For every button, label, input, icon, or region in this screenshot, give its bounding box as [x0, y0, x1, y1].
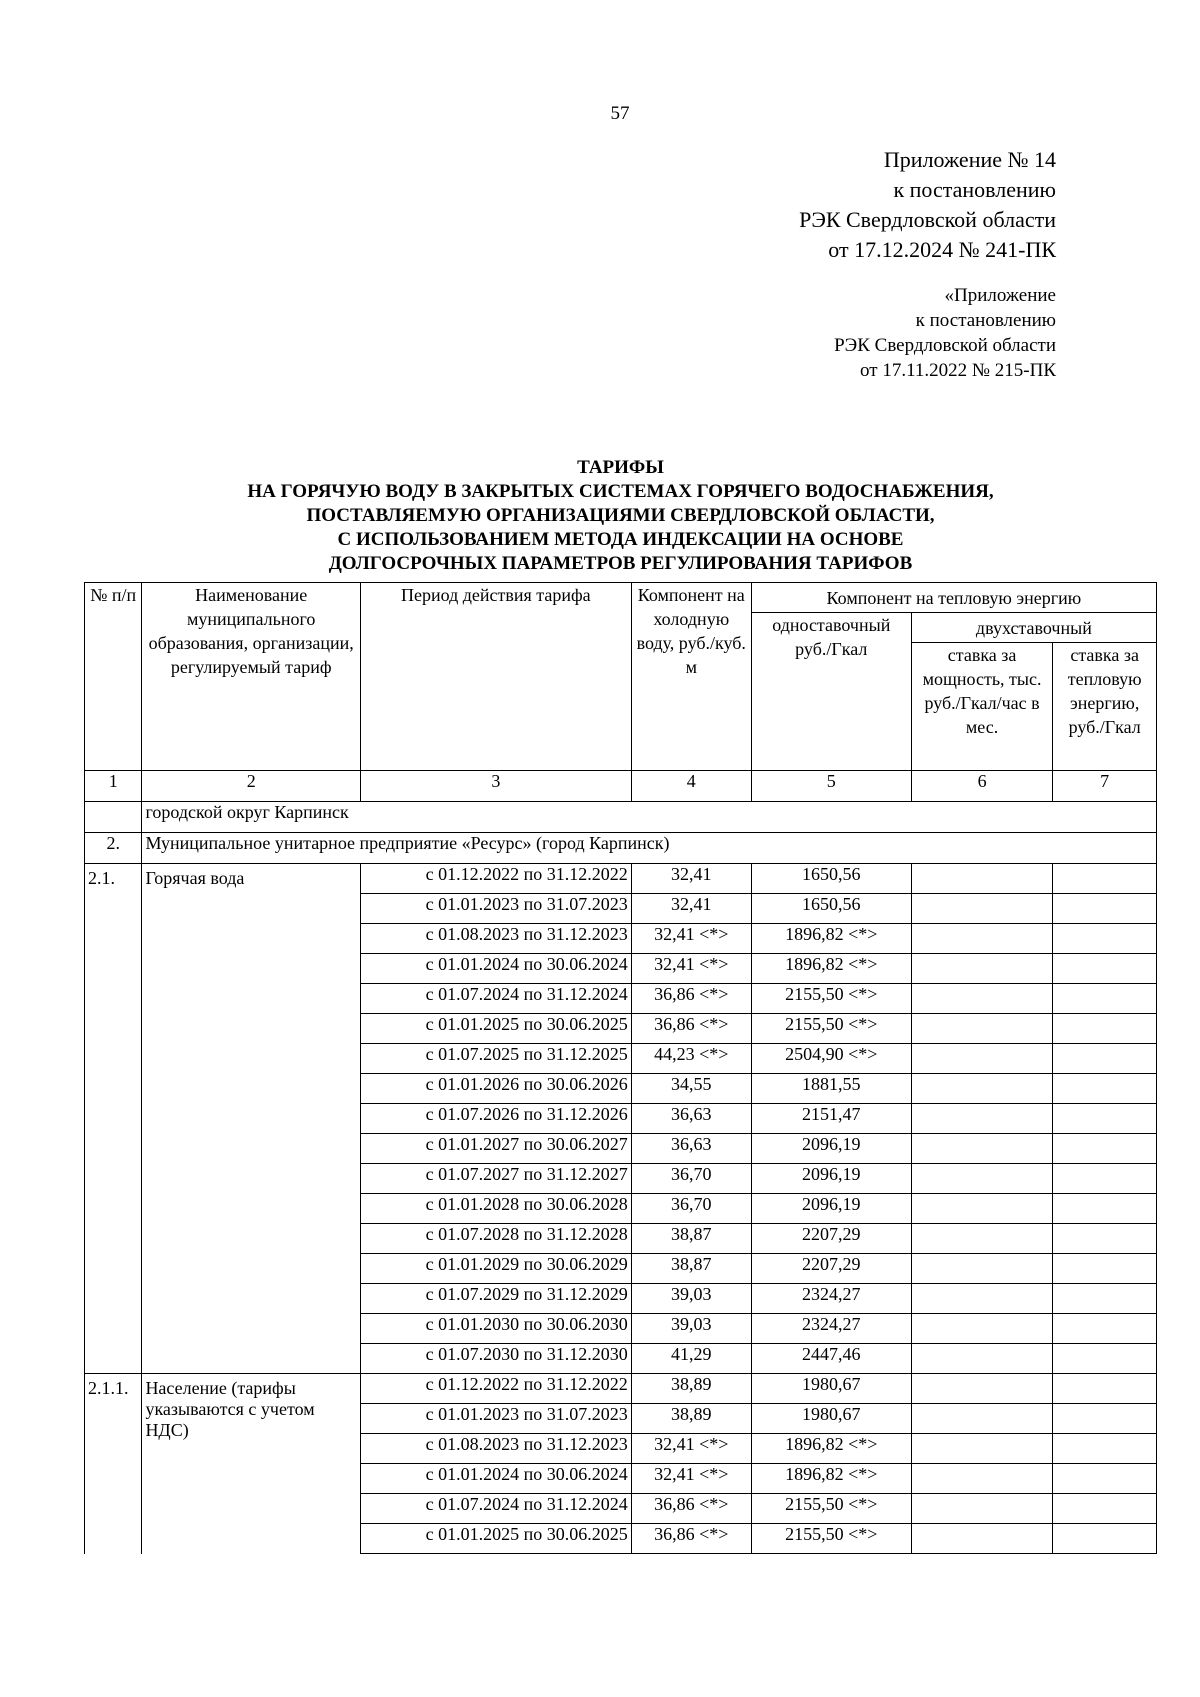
power-rate-value [911, 1074, 1053, 1104]
energy-rate-value [1053, 1194, 1157, 1224]
header-row [85, 583, 1157, 613]
energy-rate-value [1053, 1494, 1157, 1524]
appendix-old-line: к постановлению [915, 310, 1056, 331]
cold-water-component: 36,63 [631, 1134, 751, 1164]
column-number: 6 [911, 771, 1053, 802]
header-cold-water: Компонент на холодную воду, руб./куб. м [631, 583, 751, 771]
header-single-rate: одноставочный руб./Гкал [751, 613, 911, 771]
appendix-old-line: РЭК Свердловской области [834, 335, 1056, 356]
tariff-period: с 01.08.2023 по 31.12.2023 [360, 924, 631, 954]
column-number: 3 [360, 771, 631, 802]
single-rate-value: 1980,67 [751, 1374, 911, 1404]
appendix-old-line: от 17.11.2022 № 215-ПК [860, 360, 1056, 381]
tariff-period: с 01.07.2028 по 31.12.2028 [360, 1224, 631, 1254]
single-rate-value: 1896,82 <*> [751, 924, 911, 954]
energy-rate-value [1053, 984, 1157, 1014]
single-rate-value: 2324,27 [751, 1284, 911, 1314]
cold-water-component: 36,86 <*> [631, 984, 751, 1014]
energy-rate-value [1053, 1104, 1157, 1134]
column-number-row [85, 771, 1157, 802]
power-rate-value [911, 1404, 1053, 1434]
single-rate-value: 1650,56 [751, 864, 911, 894]
single-rate-value: 2155,50 <*> [751, 1014, 911, 1044]
cold-water-component: 32,41 <*> [631, 1464, 751, 1494]
tariff-period: с 01.01.2023 по 31.07.2023 [360, 1404, 631, 1434]
single-rate-value: 2155,50 <*> [751, 1524, 911, 1554]
tariff-period: с 01.07.2025 по 31.12.2025 [360, 1044, 631, 1074]
column-number: 5 [751, 771, 911, 802]
original-appendix-reference [834, 283, 1056, 383]
header-name: Наименование муниципального образования, организации, регулируемый тариф [142, 583, 361, 771]
appendix-line: Приложение № 14 [883, 147, 1056, 172]
title-line: НА ГОРЯЧУЮ ВОДУ В ЗАКРЫТЫХ СИСТЕМАХ ГОРЯЧЕГО ВОДОСНАБЖЕНИЯ, [247, 481, 994, 502]
energy-rate-value [1053, 1434, 1157, 1464]
column-number: 7 [1053, 771, 1157, 802]
cold-water-component: 32,41 [631, 894, 751, 924]
power-rate-value [911, 1314, 1053, 1344]
tariff-period: с 01.01.2026 по 30.06.2026 [360, 1074, 631, 1104]
single-rate-value: 1650,56 [751, 894, 911, 924]
single-rate-value: 2207,29 [751, 1254, 911, 1284]
tariff-period: с 01.07.2027 по 31.12.2027 [360, 1164, 631, 1194]
power-rate-value [911, 894, 1053, 924]
single-rate-value: 2324,27 [751, 1314, 911, 1344]
appendix-old-line: «Приложение [944, 285, 1056, 306]
energy-rate-value [1053, 864, 1157, 894]
header-num: № п/п [85, 583, 142, 771]
cold-water-component: 32,41 [631, 864, 751, 894]
cold-water-component: 32,41 <*> [631, 1434, 751, 1464]
single-rate-value: 2151,47 [751, 1104, 911, 1134]
energy-rate-value [1053, 1074, 1157, 1104]
energy-rate-value [1053, 1344, 1157, 1374]
power-rate-value [911, 1464, 1053, 1494]
municipality-num [85, 802, 142, 833]
tariff-period: с 01.07.2026 по 31.12.2026 [360, 1104, 631, 1134]
power-rate-value [911, 1374, 1053, 1404]
header-period: Период действия тарифа [360, 583, 631, 771]
power-rate-value [911, 1344, 1053, 1374]
group-name: Горячая вода [142, 864, 361, 1374]
municipality-name: городской округ Карпинск [142, 802, 1157, 833]
power-rate-value [911, 1494, 1053, 1524]
power-rate-value [911, 864, 1053, 894]
group-name: Население (тарифы указываются с учетом НДС) [142, 1374, 361, 1554]
energy-rate-value [1053, 1374, 1157, 1404]
tariff-period: с 01.01.2030 по 30.06.2030 [360, 1314, 631, 1344]
cold-water-component: 38,89 [631, 1404, 751, 1434]
single-rate-value: 1896,82 <*> [751, 1434, 911, 1464]
cold-water-component: 41,29 [631, 1344, 751, 1374]
tariff-row [85, 1374, 1157, 1404]
power-rate-value [911, 954, 1053, 984]
tariff-period: с 01.01.2028 по 30.06.2028 [360, 1194, 631, 1224]
appendix-reference [799, 145, 1056, 265]
tariff-period: с 01.07.2029 по 31.12.2029 [360, 1284, 631, 1314]
single-rate-value: 2155,50 <*> [751, 1494, 911, 1524]
group-num: 2.1.1. [85, 1374, 142, 1554]
tariff-period: с 01.07.2024 по 31.12.2024 [360, 984, 631, 1014]
cold-water-component: 36,70 [631, 1164, 751, 1194]
energy-rate-value [1053, 1224, 1157, 1254]
power-rate-value [911, 1254, 1053, 1284]
title-line: С ИСПОЛЬЗОВАНИЕМ МЕТОДА ИНДЕКСАЦИИ НА ОСНОВЕ [337, 529, 904, 550]
organization-num: 2. [85, 833, 142, 864]
appendix-line: от 17.12.2024 № 241-ПК [828, 237, 1056, 262]
cold-water-component: 38,87 [631, 1224, 751, 1254]
energy-rate-value [1053, 1464, 1157, 1494]
organization-row [85, 833, 1157, 864]
cold-water-component: 38,87 [631, 1254, 751, 1284]
energy-rate-value [1053, 1134, 1157, 1164]
power-rate-value [911, 1044, 1053, 1074]
energy-rate-value [1053, 894, 1157, 924]
cold-water-component: 36,63 [631, 1104, 751, 1134]
document-title [84, 456, 1157, 576]
energy-rate-value [1053, 954, 1157, 984]
energy-rate-value [1053, 1524, 1157, 1554]
single-rate-value: 2207,29 [751, 1224, 911, 1254]
energy-rate-value [1053, 1314, 1157, 1344]
energy-rate-value [1053, 1014, 1157, 1044]
appendix-line: РЭК Свердловской области [799, 207, 1056, 232]
single-rate-value: 2447,46 [751, 1344, 911, 1374]
single-rate-value: 2504,90 <*> [751, 1044, 911, 1074]
single-rate-value: 2096,19 [751, 1194, 911, 1224]
energy-rate-value [1053, 924, 1157, 954]
tariff-period: с 01.01.2023 по 31.07.2023 [360, 894, 631, 924]
column-number: 1 [85, 771, 142, 802]
power-rate-value [911, 984, 1053, 1014]
power-rate-value [911, 1434, 1053, 1464]
header-power-rate: ставка за мощность, тыс. руб./Гкал/час в мес. [911, 643, 1053, 771]
power-rate-value [911, 1524, 1053, 1554]
power-rate-value [911, 1164, 1053, 1194]
header-heat-component: Компонент на тепловую энергию [751, 583, 1156, 613]
tariff-row [85, 864, 1157, 894]
tariff-period: с 01.01.2024 по 30.06.2024 [360, 954, 631, 984]
single-rate-value: 1896,82 <*> [751, 954, 911, 984]
energy-rate-value [1053, 1254, 1157, 1284]
single-rate-value: 2096,19 [751, 1164, 911, 1194]
energy-rate-value [1053, 1044, 1157, 1074]
cold-water-component: 39,03 [631, 1314, 751, 1344]
tariff-period: с 01.07.2030 по 31.12.2030 [360, 1344, 631, 1374]
appendix-line: к постановлению [893, 177, 1056, 202]
cold-water-component: 36,70 [631, 1194, 751, 1224]
power-rate-value [911, 1134, 1053, 1164]
tariff-period: с 01.08.2023 по 31.12.2023 [360, 1434, 631, 1464]
column-number: 2 [142, 771, 361, 802]
cold-water-component: 34,55 [631, 1074, 751, 1104]
single-rate-value: 2155,50 <*> [751, 984, 911, 1014]
power-rate-value [911, 1104, 1053, 1134]
tariff-table [84, 582, 1157, 1554]
single-rate-value: 1896,82 <*> [751, 1464, 911, 1494]
energy-rate-value [1053, 1164, 1157, 1194]
power-rate-value [911, 1194, 1053, 1224]
page-number: 57 [610, 103, 630, 124]
tariff-period: с 01.12.2022 по 31.12.2022 [360, 1374, 631, 1404]
cold-water-component: 36,86 <*> [631, 1494, 751, 1524]
single-rate-value: 1980,67 [751, 1404, 911, 1434]
cold-water-component: 32,41 <*> [631, 954, 751, 984]
tariff-period: с 01.01.2024 по 30.06.2024 [360, 1464, 631, 1494]
municipality-row [85, 802, 1157, 833]
power-rate-value [911, 924, 1053, 954]
cold-water-component: 36,86 <*> [631, 1014, 751, 1044]
energy-rate-value [1053, 1284, 1157, 1314]
title-line: ПОСТАВЛЯЕМУЮ ОРГАНИЗАЦИЯМИ СВЕРДЛОВСКОЙ ОБЛАСТИ, [306, 505, 935, 526]
title-line: ТАРИФЫ [577, 457, 664, 478]
single-rate-value: 1881,55 [751, 1074, 911, 1104]
header-energy-rate: ставка за тепловую энергию, руб./Гкал [1053, 643, 1157, 771]
cold-water-component: 32,41 <*> [631, 924, 751, 954]
cold-water-component: 44,23 <*> [631, 1044, 751, 1074]
organization-name: Муниципальное унитарное предприятие «Ресурс» (город Карпинск) [142, 833, 1157, 864]
cold-water-component: 36,86 <*> [631, 1524, 751, 1554]
single-rate-value: 2096,19 [751, 1134, 911, 1164]
header-double-rate: двухставочный [911, 613, 1156, 643]
power-rate-value [911, 1224, 1053, 1254]
tariff-period: с 01.01.2029 по 30.06.2029 [360, 1254, 631, 1284]
tariff-period: с 01.12.2022 по 31.12.2022 [360, 864, 631, 894]
tariff-period: с 01.01.2027 по 30.06.2027 [360, 1134, 631, 1164]
group-num: 2.1. [85, 864, 142, 1374]
column-number: 4 [631, 771, 751, 802]
cold-water-component: 39,03 [631, 1284, 751, 1314]
tariff-period: с 01.07.2024 по 31.12.2024 [360, 1494, 631, 1524]
tariff-period: с 01.01.2025 по 30.06.2025 [360, 1524, 631, 1554]
power-rate-value [911, 1014, 1053, 1044]
title-line: ДОЛГОСРОЧНЫХ ПАРАМЕТРОВ РЕГУЛИРОВАНИЯ ТАРИФОВ [328, 553, 913, 574]
tariff-period: с 01.01.2025 по 30.06.2025 [360, 1014, 631, 1044]
power-rate-value [911, 1284, 1053, 1314]
energy-rate-value [1053, 1404, 1157, 1434]
cold-water-component: 38,89 [631, 1374, 751, 1404]
